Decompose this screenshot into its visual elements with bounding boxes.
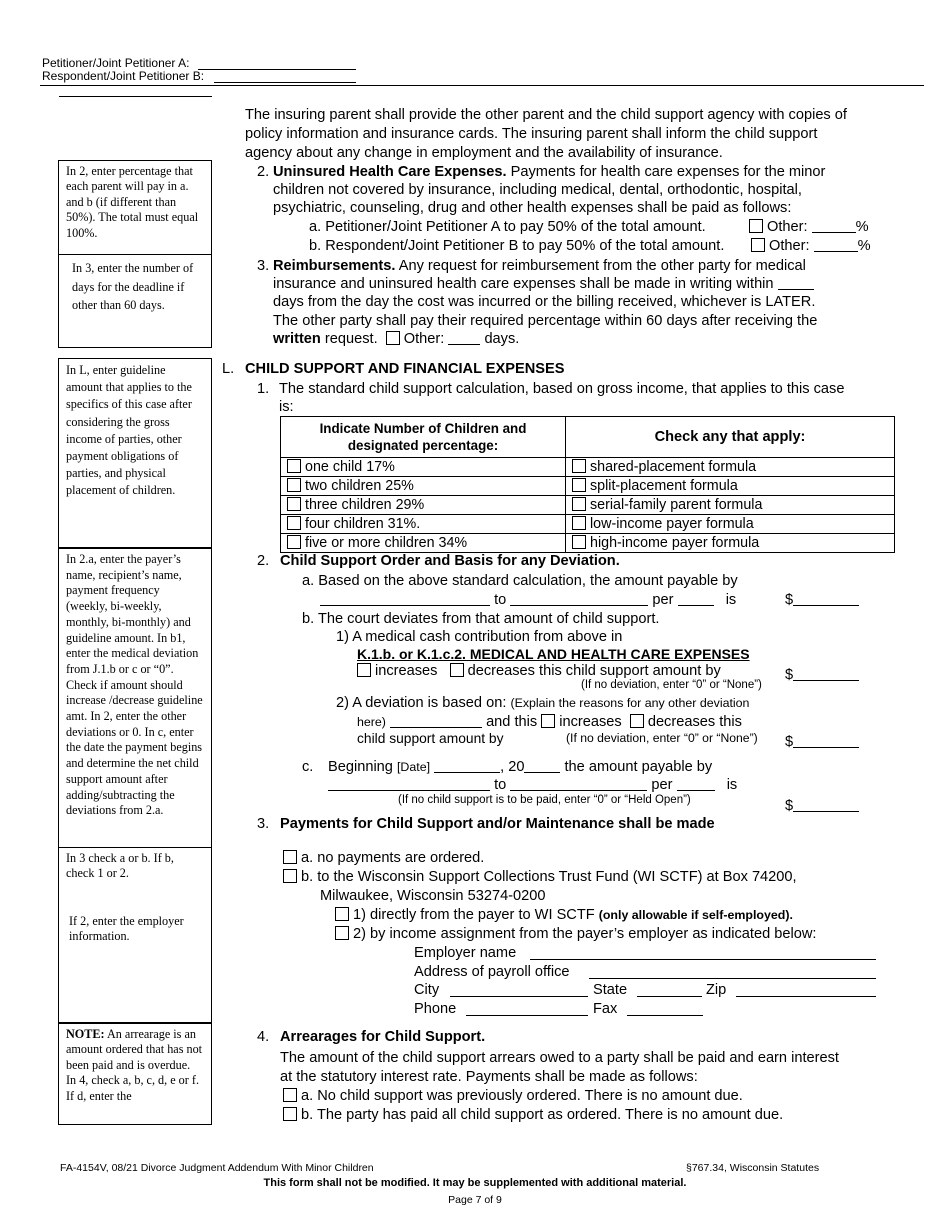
petitioner-label: Petitioner/Joint Petitioner A: [42,56,190,70]
footer-statute: §767.34, Wisconsin Statutes [686,1162,820,1174]
formula-checkbox[interactable] [572,459,586,473]
deviation-reason-field[interactable] [390,714,482,728]
footer-notice: This form shall not be modified. It may be supplemented with additional material. [263,1177,687,1189]
L2b2-line-3: child support amount by [357,731,504,746]
city-label: City [414,982,440,998]
L4-number: 4. [257,1029,270,1045]
guideline-table [280,416,895,553]
L4-line-1: The amount of the child support arrears owed to a party shall be paid and earn interest [280,1050,839,1066]
L3b-checkbox[interactable] [283,869,297,883]
formula-option [566,534,895,553]
L3b1-checkbox[interactable] [335,907,349,921]
k2b-other-checkbox[interactable] [751,238,765,252]
k3-line-5 [273,330,519,349]
L4-line-2: at the statutory interest rate. Payments shall be made as follows: [280,1069,698,1085]
L4a-line [283,1087,743,1106]
dollar-sign: $ [785,734,794,750]
k2a-other-checkbox[interactable] [749,219,763,233]
k2a-line [309,218,706,237]
L2-number: 2. [257,553,270,569]
sidebar-note-L2: In 2.a, enter the payer’s name, recipient’s name, payment frequency (weekly, bi-weekly, monthly, bi-monthly) and guideline amount. In b1, enter the medical deviation from J.1.b or c or “0”. Check if amount should increase /decrease guideline amt. In 2, enter the other deviations or 0. In c, enter the date the payment begins and determine the net child support amount after adding/subtracting the deviations from 2.a. [58,548,212,848]
L2a-amount [785,591,859,610]
formula-checkbox[interactable] [572,516,586,530]
days-label: days. [484,331,520,347]
k2b-text: b. Respondent/Joint Petitioner B to pay 50% of the total amount. [309,238,725,254]
note-label: NOTE: [66,1027,105,1041]
k3-days-field[interactable] [778,276,814,290]
employer-name-field[interactable] [530,959,876,960]
note-more: In 4, check a, b, c, d, e or f. If d, enter the [66,1073,199,1103]
to-label: to [494,777,507,793]
table-row [281,477,895,496]
L2a-amount-field[interactable] [793,592,859,606]
intro-line-2: policy information and insurance cards. The insuring parent shall inform the child support [245,126,818,142]
children-checkbox[interactable] [287,516,301,530]
L2b2-amount-field[interactable] [793,734,859,748]
k3-number: 3. [257,258,270,274]
L2-title: Child Support Order and Basis for any Deviation. [280,553,620,569]
L4a-text: a. No child support was previously ordered. There is no amount due. [301,1088,743,1104]
L2b2-line-1 [336,694,749,713]
L3b1-line [335,906,793,925]
k3-line-3: days from the day the cost was incurred or the billing received, whichever is LATER. [273,294,816,310]
k3-request: request. [320,331,378,347]
per-label: per [651,777,673,793]
L2b2-small: (Explain the reasons for any other deviation [510,696,750,710]
L3b2-line [335,925,816,944]
L3a-line [283,849,484,868]
phone-field[interactable] [466,1015,588,1016]
L2b1-amount-field[interactable] [793,667,859,681]
children-label: two children 25% [305,478,414,494]
k3-other-checkbox[interactable] [386,331,400,345]
L2b2-line-2 [357,713,742,732]
L2c-payer-field[interactable] [328,777,490,791]
L2b-line: b. The court deviates from that amount of child support. [302,611,660,627]
zip-field[interactable] [736,996,876,997]
increases-label: increases [375,663,438,679]
and-this-label: and this [486,714,538,730]
L2c-amount-field[interactable] [793,798,859,812]
sidebar-note-L3a: In 3 check a or b. If b, check 1 or 2. [66,851,174,881]
k2a-other-field[interactable] [812,219,856,233]
children-checkbox[interactable] [287,535,301,549]
L2b1-line-2: K.1.b. or K.1.c.2. MEDICAL AND HEALTH CARE EXPENSES [357,646,750,662]
increases-label: increases [559,714,622,730]
k3-text: Any request for reimbursement from the other party for medical [395,258,806,274]
recipient-name-field[interactable] [510,592,648,606]
percent-sign: % [855,219,869,235]
decreases-label: decreases this child support amount by [467,663,721,679]
k3-line-4: The other party shall pay their required percentage within 60 days after receiving the [273,313,818,329]
year-prefix: , 20 [500,759,525,775]
payroll-address-field[interactable] [589,978,876,979]
formula-option [566,458,895,477]
L3a-checkbox[interactable] [283,850,297,864]
k2-text: Payments for health care expenses for the minor [506,164,826,180]
intro-line-3: agency about any change in employment and the availability of insurance. [245,145,723,161]
children-option [281,534,566,553]
formula-checkbox[interactable] [572,535,586,549]
city-field[interactable] [450,996,588,997]
k2b-other-field[interactable] [814,238,858,252]
k2-title: Uninsured Health Care Expenses. [273,164,507,180]
dollar-sign: $ [785,798,794,814]
state-field[interactable] [637,996,702,997]
children-option [281,477,566,496]
held-open-note: (If no child support is to be paid, enter “0” or “Held Open”) [398,794,691,806]
children-option [281,515,566,534]
sidebar-top-rule [59,96,212,97]
children-label: one child 17% [305,459,395,475]
k3-line-2 [273,275,814,294]
header-rule [40,85,924,86]
sidebar-note-L3 [58,847,212,1023]
k3-line-2-text: insurance and uninsured health care expenses shall be made in writing within [273,276,774,292]
phone-label: Phone [414,1001,457,1017]
petitioner-name-field[interactable] [198,69,356,70]
frequency-field[interactable] [678,592,714,606]
other-label: Other: [403,331,445,347]
formula-label: serial-family parent formula [590,497,763,513]
is-label: is [725,592,737,608]
formula-label: high-income payer formula [590,535,760,551]
L4-title: Arrearages for Child Support. [280,1029,486,1045]
footer-form-id: FA-4154V, 08/21 Divorce Judgment Addendum With Minor Children [60,1162,374,1174]
formula-checkbox[interactable] [572,497,586,511]
L2a-fields [320,591,736,610]
to-label: to [494,592,507,608]
state-label: State [593,982,628,998]
sidebar-note-L3b: If 2, enter the employer information. [69,913,184,944]
respondent-label: Respondent/Joint Petitioner B: [42,69,205,83]
k2a-text: a. Petitioner/Joint Petitioner A to pay 50% of the total amount. [309,219,706,235]
L4b-line [283,1106,783,1125]
L2c-letter: c. [302,759,314,775]
date-label: [Date] [396,760,431,774]
children-checkbox[interactable] [287,478,301,492]
children-checkbox[interactable] [287,497,301,511]
L1-line-2: is: [279,399,294,415]
sidebar-note-k3: In 3, enter the number of days for the deadline if other than 60 days. [58,254,212,348]
table-row [281,515,895,534]
L2b2-lead: 2) A deviation is based on: [336,695,511,711]
k2b-other [751,237,871,256]
L3a-text: a. no payments are ordered. [301,850,485,866]
employer-name-label: Employer name [414,945,517,961]
section-L-title: CHILD SUPPORT AND FINANCIAL EXPENSES [245,361,565,377]
children-label: four children 31%. [305,516,421,532]
L2b1-amount [785,666,859,685]
note-text: An arrearage is an amount ordered that has not been paid and is overdue. [66,1027,203,1072]
children-label: three children 29% [305,497,425,513]
L2c-frequency-field[interactable] [677,777,715,791]
k2a-other [749,218,869,237]
sidebar-note-arrears [58,1023,212,1125]
children-option [281,496,566,515]
increase-checkbox[interactable] [357,663,371,677]
L3b2-text: 2) by income assignment from the payer’s employer as indicated below: [353,926,817,942]
formula-checkbox[interactable] [572,478,586,492]
table-header-children: Indicate Number of Children and designated percentage: [281,417,566,458]
L2c-recipient-field[interactable] [510,777,647,791]
table-header-check: Check any that apply: [566,417,895,458]
L3-title: Payments for Child Support and/or Maintenance shall be made [280,816,715,832]
zip-label: Zip [706,982,727,998]
children-checkbox[interactable] [287,459,301,473]
L2c-line-2 [328,776,737,795]
beginning-label: Beginning [328,759,397,775]
L3b2-checkbox[interactable] [335,926,349,940]
sidebar-note-L: In L, enter guideline amount that applies to the specifics of this case after considering the gross income of parties, other payment obligations of parties, and physical placement of children. [58,358,212,548]
L3b1-text: 1) directly from the payer to WI SCTF [353,907,599,923]
L3b1-bold: (only allowable if self-employed). [598,908,793,922]
L4b-text: b. The party has paid all child support as ordered. There is no amount due. [301,1107,784,1123]
begin-year-field[interactable] [524,759,560,773]
k2-line-3: psychiatric, counseling, drug and other health expenses shall be paid as follows: [273,200,792,216]
L2b1-line-1: 1) A medical cash contribution from above in [336,629,623,645]
children-option [281,458,566,477]
dollar-sign: $ [785,592,794,608]
k2-line-2: children not covered by insurance, including medical, dental, orthodontic, hospital, [273,182,802,198]
footer-page-number: Page 7 of 9 [448,1194,502,1206]
percent-sign: % [857,238,871,254]
decrease-checkbox[interactable] [450,663,464,677]
per-label: per [652,592,674,608]
L4b-checkbox[interactable] [283,1107,297,1121]
children-label: five or more children 34% [305,535,468,551]
L3-number: 3. [257,816,270,832]
formula-label: shared-placement formula [590,459,757,475]
L2c-line-1 [328,758,712,777]
sidebar-note-k2: In 2, enter percentage that each parent will pay in a. and b (if different than 50%). The total must equal 100%. [58,160,212,255]
L1-number: 1. [257,381,270,397]
k2-heading [273,163,825,182]
here-label: here) [357,715,386,729]
L1-line-1: The standard child support calculation, based on gross income, that applies to this case [279,381,845,397]
fax-field[interactable] [627,1015,703,1016]
dollar-sign: $ [785,667,794,683]
payer-name-field[interactable] [320,592,490,606]
k3-heading [273,257,806,276]
L4a-checkbox[interactable] [283,1088,297,1102]
other-label: Other: [769,238,810,254]
table-row [281,458,895,477]
decreases-this-label: decreases this [647,714,742,730]
k3-written: written [273,331,321,347]
k3-other-days-field[interactable] [448,331,480,345]
formula-option [566,477,895,496]
fax-label: Fax [593,1001,618,1017]
deviation-decrease-checkbox[interactable] [630,714,644,728]
formula-label: split-placement formula [590,478,738,494]
L3b-text: b. to the Wisconsin Support Collections Trust Fund (WI SCTF) at Box 74200, [301,869,797,885]
k3-title: Reimbursements. [273,258,396,274]
no-deviation-note: (If no deviation, enter “0” or “None”) [581,679,762,691]
table-row [281,496,895,515]
intro-line-1: The insuring parent shall provide the other parent and the child support agency with copies of [245,107,847,123]
respondent-name-field[interactable] [214,82,356,83]
L2a-line: a. Based on the above standard calculation, the amount payable by [302,573,738,589]
L2b2-amount [785,733,859,752]
begin-date-field[interactable] [434,759,500,773]
L2b1-line-3 [357,662,721,681]
section-L-letter: L. [222,361,235,377]
is-label: is [726,777,738,793]
k2-number: 2. [257,164,270,180]
no-deviation-note-2: (If no deviation, enter “0” or “None”) [566,731,758,745]
table-row [281,534,895,553]
payroll-address-label: Address of payroll office [414,964,570,980]
k2b-line [309,237,724,256]
L3b-line-2: Milwaukee, Wisconsin 53274-0200 [320,888,546,904]
formula-option [566,496,895,515]
formula-option [566,515,895,534]
deviation-increase-checkbox[interactable] [541,714,555,728]
L2c-amount [785,797,859,816]
other-label: Other: [767,219,808,235]
amount-payable-label: the amount payable by [560,759,713,775]
L3b-line [283,868,797,887]
formula-label: low-income payer formula [590,516,754,532]
